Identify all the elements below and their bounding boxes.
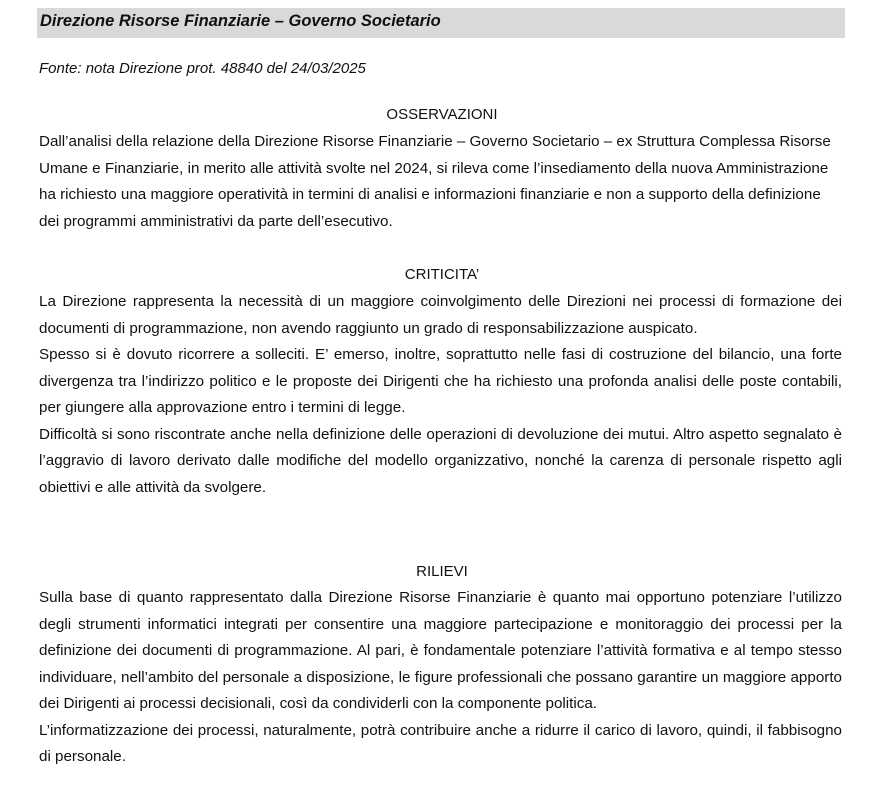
osservazioni-paragraph: Dall’analisi della relazione della Direzione Risorse Finanziarie – Governo Societario – ex Struttura Complessa Risorse Umane e Finanziarie, in merito alle attività svolte nel 2024, si rileva come l’insediamento della nuova Amministrazione ha richiesto una maggiore operatività in termini di analisi e informazioni finanziarie e non a supporto della definizione dei programmi amministrativi da parte dell’esecutivo. (39, 133, 831, 230)
source-note: Fonte: nota Direzione prot. 48840 del 24/03/2025 (39, 60, 366, 77)
section-header-title: Direzione Risorse Finanziarie – Governo Societario (40, 12, 441, 30)
criticita-paragraph: La Direzione rappresenta la necessità di un maggiore coinvolgimento delle Direzioni nei processi di formazione dei documenti di programmazione, non avendo raggiunto un grado di responsabilizzazione auspicato. (39, 293, 842, 337)
criticita-title: CRITICITA’ (404, 266, 480, 283)
criticita-body (39, 289, 842, 501)
osservazioni-body (39, 129, 842, 235)
criticita-paragraph: Spesso si è dovuto ricorrere a solleciti. E’ emerso, inoltre, soprattutto nelle fasi di costruzione del bilancio, una forte divergenza tra l’indirizzo politico e le proposte dei Dirigenti che ha richiesto una profonda analisi delle poste contabili, per giungere alla approvazione entro i termini di legge. (39, 346, 842, 416)
rilievi-paragraph: Sulla base di quanto rappresentato dalla Direzione Risorse Finanziarie è quanto mai opportuno potenziare l’utilizzo degli strumenti informatici integrati per consentire una maggiore partecipazione e monitoraggio dei processi per la definizione dei documenti di programmazione. Al pari, è fondamentale potenziare l’attività formativa e al tempo stesso individuare, nell’ambito del personale a disposizione, le figure professionali che possano garantire un maggiore apporto dei Dirigenti ai processi decisionali, così da condividerli con la componente politica. (39, 589, 842, 712)
osservazioni-title: OSSERVAZIONI (386, 106, 498, 123)
criticita-paragraph: Difficoltà si sono riscontrate anche nella definizione delle operazioni di devoluzione dei mutui. Altro aspetto segnalato è l’aggravio di lavoro derivato dalle modifiche del modello organizzativo, nonché la carenza di personale rispetto agli obiettivi e alle attività da svolgere. (39, 425, 842, 496)
rilievi-body (39, 585, 842, 771)
rilievi-paragraph: L’informatizzazione dei processi, naturalmente, potrà contribuire anche a ridurre il carico di lavoro, quindi, il fabbisogno di personale. (39, 721, 842, 765)
section-header (37, 8, 845, 38)
rilievi-title: RILIEVI (416, 563, 468, 580)
